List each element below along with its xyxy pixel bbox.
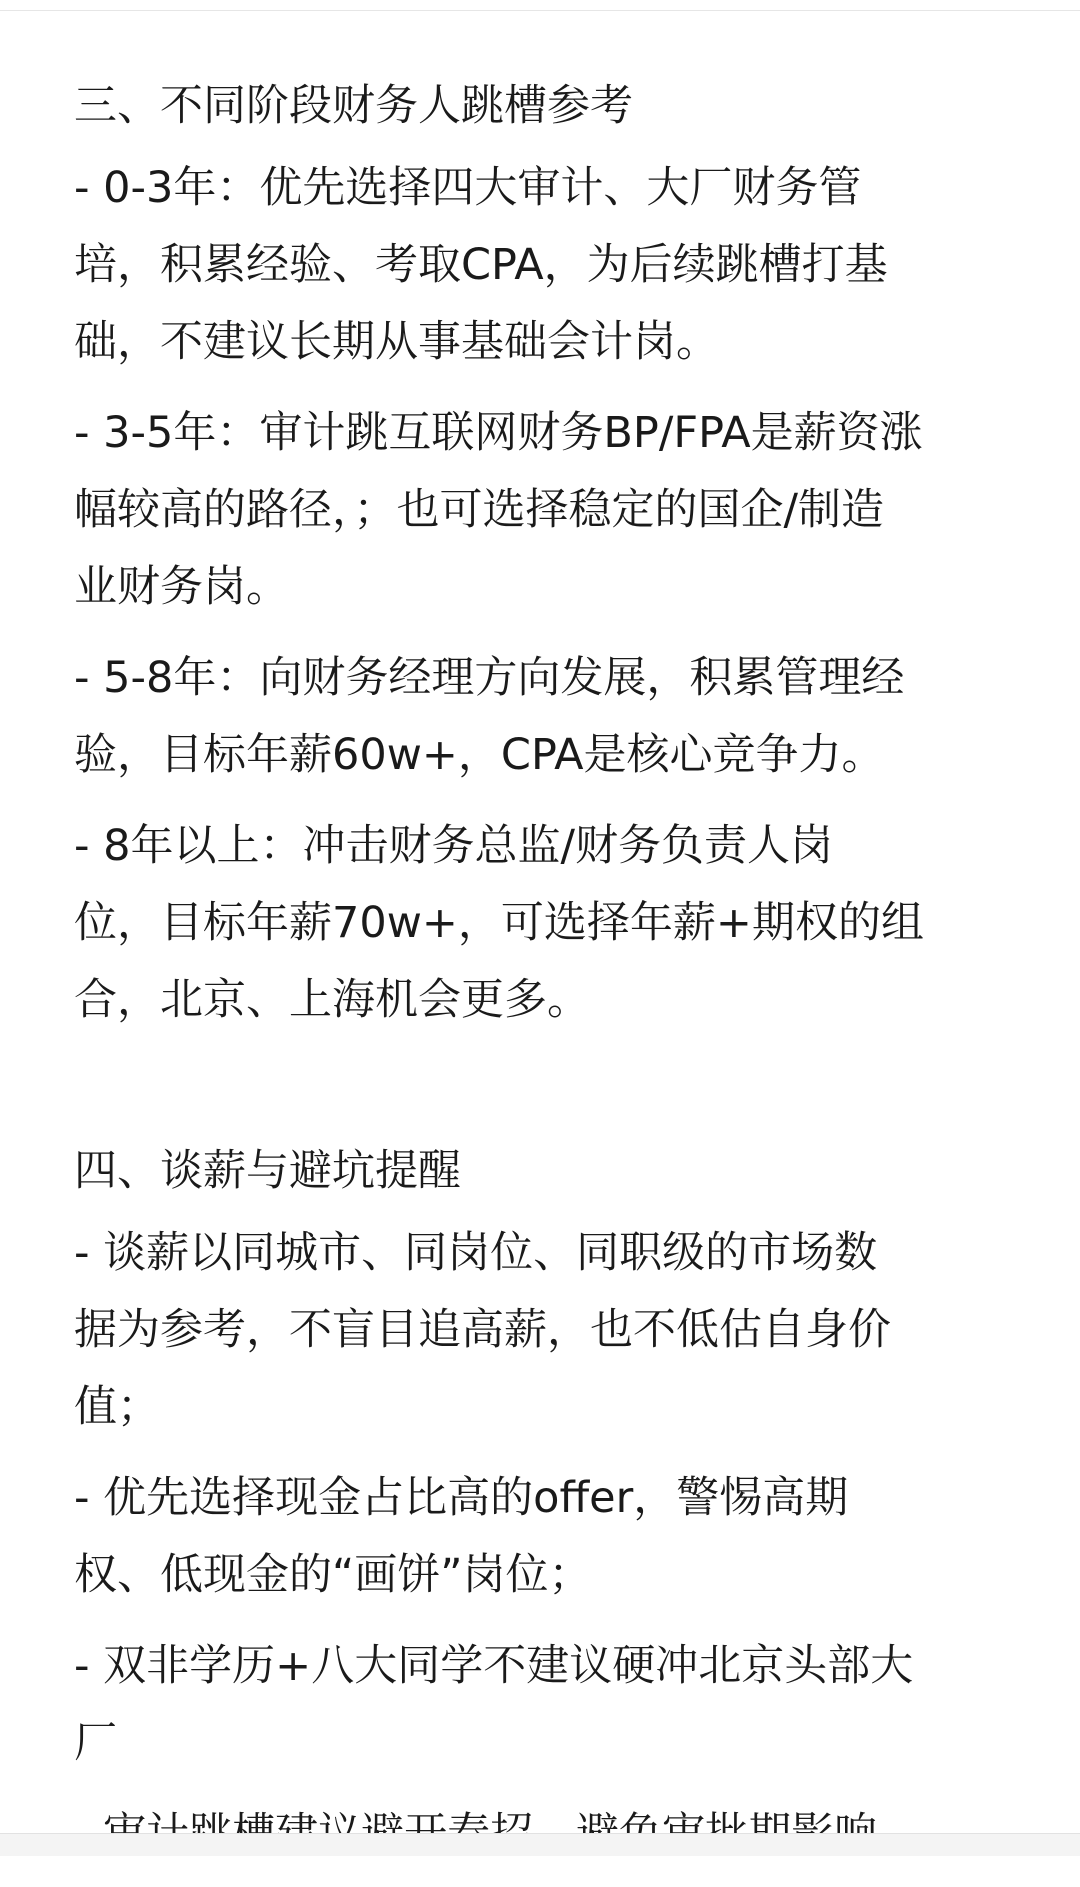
section-3-heading: 三、不同阶段财务人跳槽参考 <box>74 81 633 131</box>
section-3-item-3-5-years: - 3-5年：审计跳互联网财务BP/FPA是薪资涨 幅较高的路径，；也可选择稳定的国企/制造 业财务岗。 <box>74 408 923 612</box>
section-3-item-8-plus-years: - 8年以上：冲击财务总监/财务负责人岗 位，目标年薪70w+，可选择年薪+期权的组 合，北京、上海机会更多。 <box>74 821 924 1025</box>
top-divider <box>0 0 1080 11</box>
section-4-heading: 四、谈薪与避坑提醒 <box>74 1146 461 1196</box>
section-4-item-cash-offer: - 优先选择现金占比高的offer，警惕高期 权、低现金的“画饼”岗位； <box>74 1473 849 1600</box>
article-body <box>74 68 1024 1887</box>
section-4-item-salary-reference: - 谈薪以同城市、同岗位、同职级的市场数 据为参考，不盲目追高薪，也不低估自身价 值； <box>74 1228 891 1432</box>
section-4-item-education: - 双非学历+八大同学不建议硬冲北京头部大 厂 <box>74 1641 914 1768</box>
section-spacer <box>74 1053 1024 1133</box>
section-3-item-5-8-years: - 5-8年：向财务经理方向发展，积累管理经 验，目标年薪60w+，CPA是核心竞争力。 <box>74 653 905 780</box>
bottom-bar <box>0 1833 1080 1856</box>
section-3-item-0-3-years: - 0-3年：优先选择四大审计、大厂财务管 培，积累经验、考取CPA，为后续跳槽打基 础，不建议长期从事基础会计岗。 <box>74 163 888 367</box>
